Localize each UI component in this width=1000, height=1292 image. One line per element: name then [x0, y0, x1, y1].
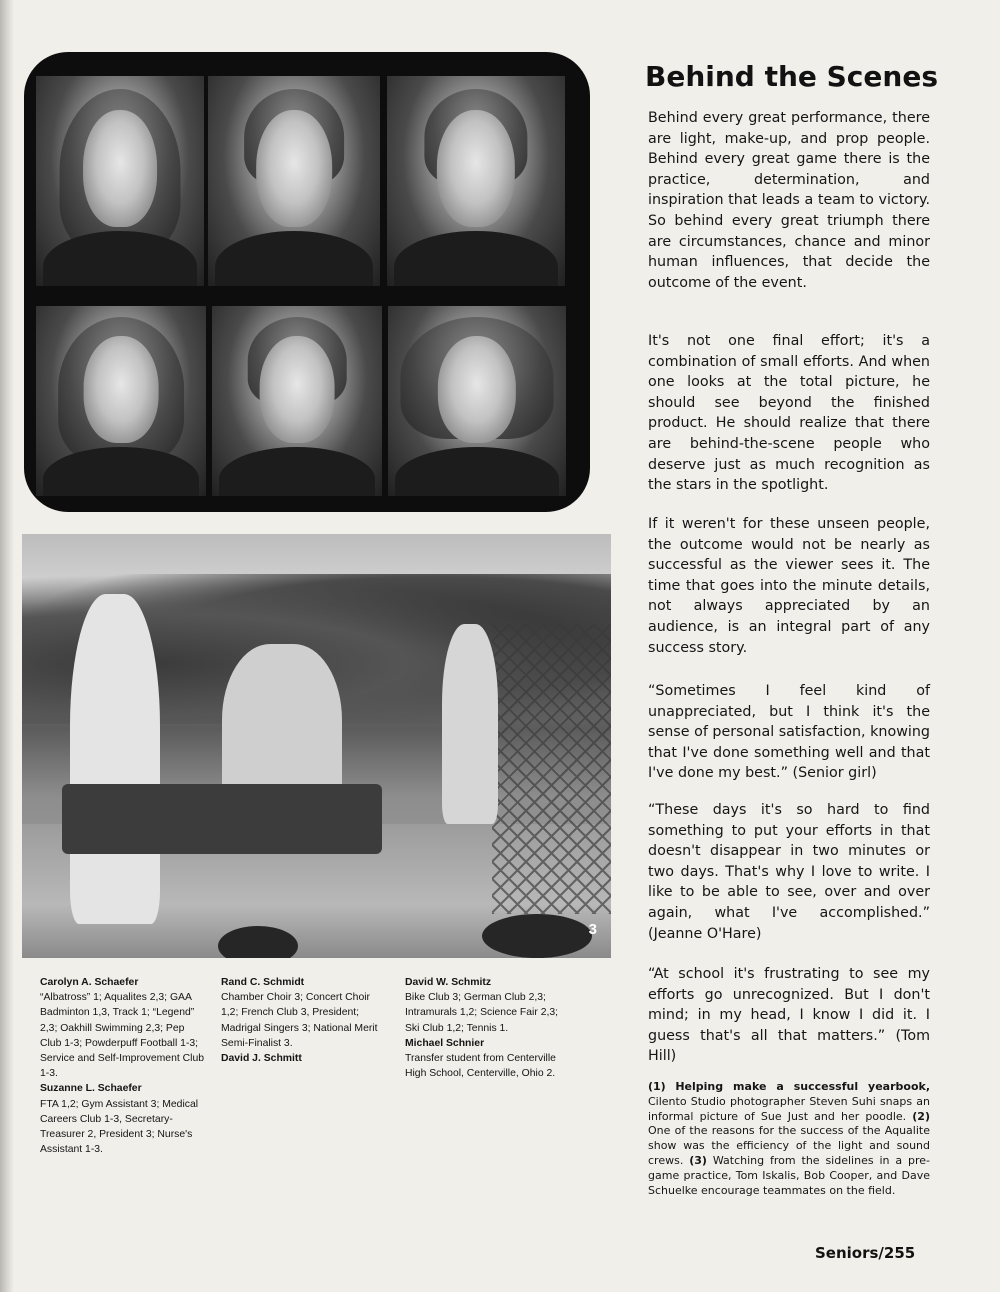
portrait-shoulders [43, 231, 198, 286]
portrait-shoulders [394, 231, 558, 286]
senior-name: Rand C. Schmidt [221, 977, 305, 988]
page-folio: Seniors/255 [815, 1244, 916, 1262]
portrait-shoulders [395, 447, 559, 496]
portrait-photo [388, 306, 566, 496]
portrait-face [260, 336, 335, 442]
senior-name: David J. Schmitt [221, 1053, 302, 1065]
senior-name: Suzanne L. Schaefer [40, 1083, 142, 1095]
caption-number: (2) [912, 1109, 930, 1123]
portrait-shoulders [219, 447, 375, 496]
player-at-fence [442, 624, 498, 824]
senior-activities: Bike Club 3; German Club 2,3; Intramurals 1,2; Science Fair 2,3; Ski Club 1,2; Tennis 1. [405, 992, 559, 1034]
portrait-photo [36, 306, 206, 496]
senior-activities: “Albatross” 1; Aqualites 2,3; GAA Badminton 1,3, Track 1; “Legend” 2,3; Oakhill Swimming 2,3; Pep Club 1-3; Powderpuff Football 1-3; Service and Self-Improvement Club 1-3. [40, 992, 205, 1080]
senior-caption-column-1 [40, 975, 205, 1157]
article-paragraph: If it weren't for these unseen people, the outcome would not be nearly as successful as the viewer sees it. The time that goes into the minute details, not always appreciated by an audience, is an integral part of any success story. [648, 516, 930, 656]
senior-activities: FTA 1,2; Gym Assistant 3; Medical Careers Club 1-3, Secretary-Treasurer 2, President 3; Nurse's Assistant 1-3. [40, 1098, 199, 1156]
article-paragraph: Behind every great performance, there are light, make-up, and prop people. Behind every great game there is the practice, determination, and inspiration that leads a team to victory. So behind every great triumph there are circumstances, chance and minor human influences, that decide the outcome of the event. [648, 110, 930, 291]
portrait-photo [208, 76, 380, 286]
portrait-face [438, 336, 516, 442]
portrait-shoulders [215, 231, 373, 286]
page-spine-shadow [0, 0, 14, 1292]
senior-name: David W. Schmitz [405, 977, 492, 988]
portrait-face [437, 110, 515, 228]
team-bench [62, 784, 382, 854]
senior-name: Michael Schnier [405, 1037, 485, 1049]
caption-text: Cilento Studio photographer Steven Suhi snaps an informal picture of Sue Just and her poodle. [648, 1094, 930, 1123]
portrait-photo [212, 306, 382, 496]
article-paragraph: “These days it's so hard to find something to put your efforts in that doesn't disappear in two minutes or two days. That's why I love to write. I like to be able to see, over and over again, what I've accomplished.” (Jeanne O'Hare) [648, 802, 930, 942]
caption-number: (1) [648, 1080, 666, 1093]
article-title: Behind the Scenes [645, 60, 938, 93]
caption-text: Watching from the sidelines in a pre-game practice, Tom Iskalis, Bob Cooper, and Dave Schuelke encourage teammates on the field. [648, 1153, 931, 1197]
senior-activities: Transfer student from Centerville High School, Centerville, Ohio 2. [405, 1053, 556, 1080]
photo-number: 3 [588, 921, 597, 938]
baseball-practice-photo [22, 534, 611, 958]
portrait-face [84, 336, 159, 442]
batting-helmet [218, 926, 298, 958]
article-paragraph: “Sometimes I feel kind of unappreciated, but I think it's the sense of personal satisfaction, knowing that I've done something well and that I've done my best.” (Senior girl) [648, 683, 930, 782]
article-paragraph: “At school it's frustrating to see my efforts go unrecognized. But I don't mind; in my head, I know I did it. I guess that's all that matters.” (Tom Hill) [648, 966, 930, 1065]
senior-activities: Chamber Choir 3; Concert Choir 1,2; French Club 3, President; Madrigal Singers 3; National Merit Semi-Finalist 3. [221, 992, 378, 1049]
photo-captions [648, 1080, 930, 1198]
portrait-shoulders [43, 447, 199, 496]
senior-caption-column-2 [221, 975, 381, 1066]
portrait-face [256, 110, 332, 228]
caption-number: (3) [689, 1153, 707, 1167]
senior-portraits-panel [24, 52, 590, 512]
portrait-photo [387, 76, 565, 286]
portrait-photo [36, 76, 204, 286]
photo-chain-fence [492, 624, 611, 914]
senior-caption-column-3 [405, 975, 575, 1081]
senior-name: Carolyn A. Schaefer [40, 977, 139, 988]
portrait-face [83, 110, 157, 228]
batting-helmets [482, 914, 592, 958]
caption-lead: Helping make a successful yearbook, [675, 1080, 930, 1093]
caption-text: One of the reasons for the success of the Aqualite show was the efficiency of the light and sound crews. [648, 1124, 930, 1167]
article-paragraph: It's not one final effort; it's a combination of small efforts. And when one looks at the total picture, he should see beyond the finished product. He should realize that there are behind-the-scene people who deserve just as much recognition as the stars in the spotlight. [648, 333, 930, 494]
player-standing-left [70, 594, 160, 924]
